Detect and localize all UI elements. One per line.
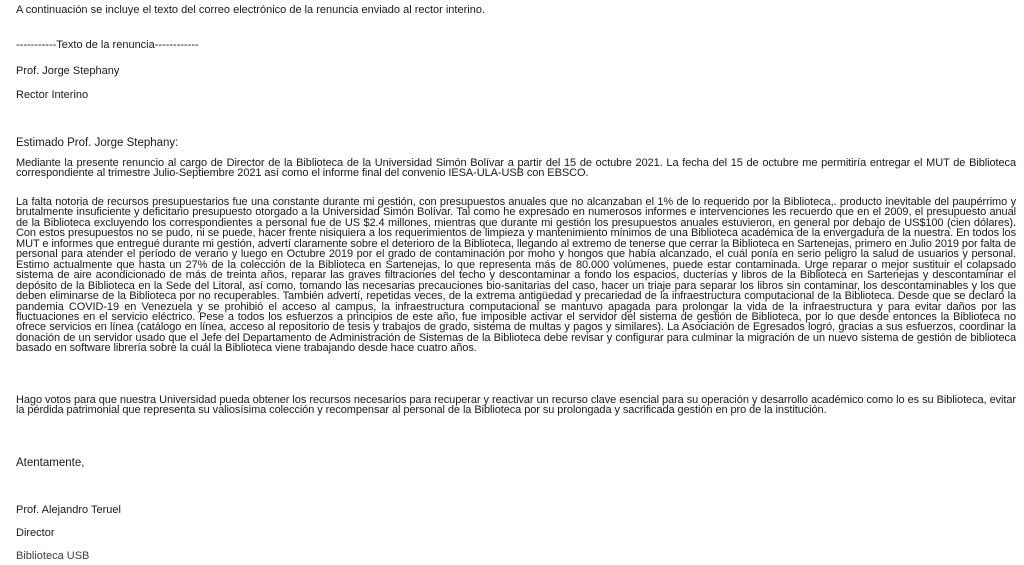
letter-paragraph-budget: La falta notoria de recursos presupuestarios fue una constante durante mi gestión, con presupuestos anuales que no alcanzaban el 1% de lo requerido por la Biblioteca,. producto inevitable del paupérrimo y brutalmente insuficiente y deficitario presupuesto otorgado a la Universidad Simón Bolívar. Tal como he expresado en numerosos informes e intervenciones les recuerdo que en el 2009, el presupuesto anual de la Biblioteca excluyendo los correspondientes a personal fue de US $2.4 millones, mientras que durante mi gestión los presupuestos anuales estuvieron, en general por debajo de US$100 (cien dólares). Con estos presupuestos no se pudo, ni se puede, hacer frente nisiquiera a los requerimientos de limpieza y mantenimiento mínimos de una Biblioteca académica de la envergadura de la nuestra. En todos los MUT e informes que entregué durante mi gestión, advertí claramente sobre el deterioro de la Biblioteca, llegando al extremo de tenerse que cerrar la Biblioteca en Sartenejas, primero en Julio 2019 por falta de personal para atender el período de verano y luego en Octubre 2019 por el grado de contaminación por moho y hongos que había alcanzado, el cuál ponía en serio peligro la salud de usuarios y personal. Estimo actualmente que hasta un 27% de la colección de la Biblioteca en Sartenejas, lo que representa más de 80.000 volúmenes, puede estar contaminada. Urge reparar o mejor sustituir el colapsado sistema de aire acondicionado de más de treinta años, reparar las graves filtraciones del techo y descontaminar a fondo los espacios, ducterías y libros de la Biblioteca en Sartenejas y descontaminar el depósito de la Biblioteca en la Sede del Litoral, así como, tomando las necesarias precauciones bio-sanitarias del caso, hacer un triaje para separar los libros sin contaminar, los descontaminables y los que deben eliminarse de la Biblioteca por no recuperables. También advertí, repetidas veces, de la extrema antigüedad y precariedad de la infraestructura computacional de la Biblioteca. Desde que se declaró la pandemia COVID-19 en Venezuela y se prohibió el acceso al campus, la infraestructura computacional se mantuvo apagada para prolongar la vida de la infraestructura y para evitar daños por las fluctuaciones en el servicio eléctrico. Pese a todos los esfuerzos a principios de este año, fue imposible activar el servidor del sistema de gestión de Biblioteca, por lo que desde entonces la Biblioteca no ofrece servicios en línea (catálogo en línea, acceso al repositorio de tesis y trabajos de grado, sistema de multas y pagos y similares). La Asociación de Egresados logró, gracias a sus esfuerzos, coordinar la donación de un servidor usado que el Jefe del Departamento de Administración de Sistemas de la Biblioteca debe revisar y configurar para culminar la migración de un nuevo sistema de gestión de biblioteca basado en software librería sobre la cuál la Biblioteca viene trabajando desde hace cuatro años.	[16, 196, 1016, 355]
letter-paragraph-resignation: Mediante la presente renuncio al cargo de Director de la Biblioteca de la Universidad Simón Bolívar a partir del 15 de octubre 2021. La fecha del 15 de octubre me permitiría entregar el MUT de Biblioteca correspondiente al trimestre Julio-Septiembre 2021 así como el informe final del convenio IESA-ULA-USB con EBSCO.	[16, 157, 1016, 180]
letter-greeting: Estimado Prof. Jorge Stephany:	[16, 137, 179, 149]
signature-organization: Biblioteca USB	[16, 550, 90, 562]
intro-text: A continuación se incluye el texto del correo electrónico de la renuncia enviado al rector interino.	[16, 4, 485, 16]
signature-title: Director	[16, 527, 55, 539]
recipient-name: Prof. Jorge Stephany	[16, 65, 120, 77]
letter-paragraph-wishes: Hago votos para que nuestra Universidad pueda obtener los recursos necesarios para recuperar y reactivar un recurso clave esencial para su operación y desarrollo académico como lo es su Biblioteca, evitar la pérdida patrimonial que representa su valiosísima colección y recompensar al personal de la Biblioteca por su prolongada y sacrificada gestión en pro de la institución.	[16, 394, 1016, 417]
resignation-separator: -----------Texto de la renuncia------------	[16, 39, 199, 51]
letter-closing: Atentamente,	[16, 457, 85, 469]
signature-name: Prof. Alejandro Teruel	[16, 504, 121, 516]
email-document	[16, 0, 1016, 565]
recipient-title: Rector Interino	[16, 89, 89, 101]
